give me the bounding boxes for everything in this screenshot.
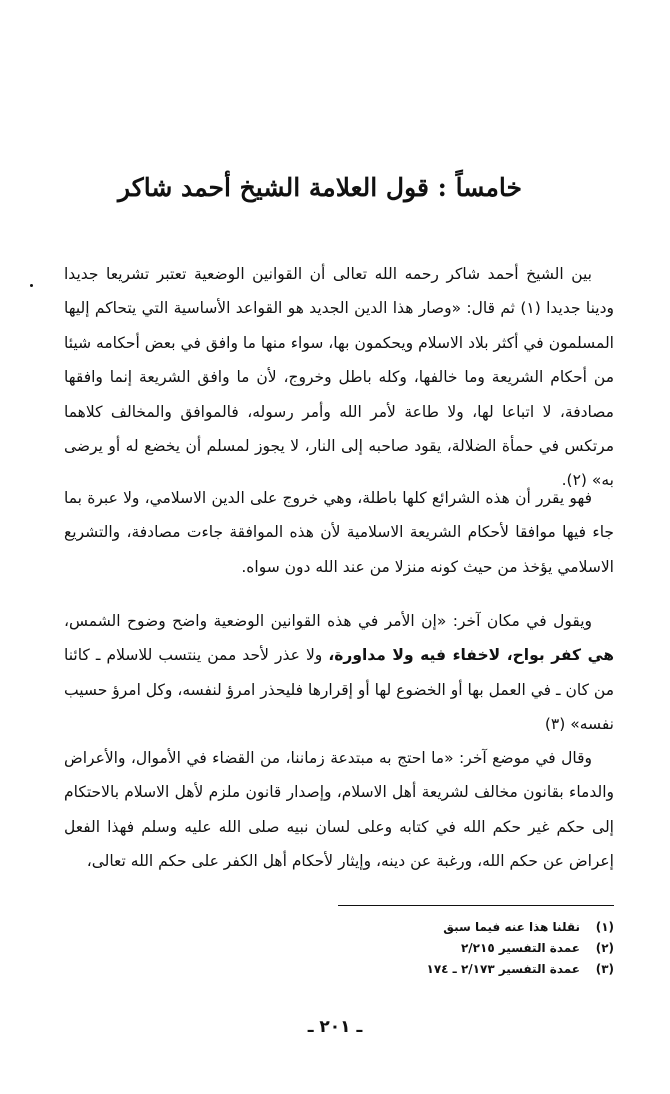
paragraph-3-text-b: ولا عذر لأحد ممن ينتسب للاسلام ـ كائنا من كان ـ في العمل بها أو الخضوع لها أو إقرارها فليحذر امرؤ لنفسه، وكل امرؤ حسيب نفسه» (٣) bbox=[64, 646, 614, 734]
footnote-3 bbox=[330, 959, 614, 980]
section-heading: خامساً : قول العلامة الشيخ أحمد شاكر bbox=[118, 173, 522, 202]
footnote-text: عمدة التفسير ٢/١٧٣ ـ ١٧٤ bbox=[426, 962, 580, 976]
footnote-number: (٢) bbox=[595, 941, 614, 955]
paragraph-3-bold-text: هي كفر بواح، لاخفاء فيه ولا مداورة، bbox=[328, 646, 614, 665]
page-number: ـ ٢٠١ ـ bbox=[307, 1017, 363, 1037]
footnote-divider bbox=[338, 905, 614, 906]
footnote-1 bbox=[330, 917, 614, 938]
paragraph-3 bbox=[64, 604, 614, 742]
footnote-number: (٣) bbox=[595, 962, 614, 976]
footnote-number: (١) bbox=[595, 920, 614, 934]
footnote-2 bbox=[330, 938, 614, 959]
footnote-text: نقلنا هذا عنه فيما سبق bbox=[443, 920, 580, 934]
paragraph-2: فهو يقرر أن هذه الشرائع كلها باطلة، وهي خروج على الدين الاسلامي، ولا عبرة بما جاء فيها موافقا لأحكام الشريعة الاسلامية لأن هذه الموافقة جاءت مصادفة، والتشريع الاسلامي يؤخذ من حيث كونه منزلا من عند الله دون سواه. bbox=[64, 489, 614, 576]
paragraph-3-text-a: ويقول في مكان آخر: «إن الأمر في هذه القوانين الوضعية واضح وضوح الشمس، bbox=[64, 612, 592, 630]
margin-mark bbox=[30, 284, 33, 287]
paragraph-1: بين الشيخ أحمد شاكر رحمه الله تعالى أن القوانين الوضعية تعتبر تشريعا جديدا ودينا جديدا (١) ثم قال: «وصار هذا الدين الجديد هو القواعد الأساسية التي يتحاكم إليها المسلمون في أكثر بلاد الاسلام ويحكمون بها، سواء منها ما وافق في بعض أحكامه شيئا من أحكام الشريعة وما خالفها، وكله باطل وخروج، لأن ما وافق الشريعة إنما وافقها مصادفة، لا اتباعا لها، ولا طاعة لأمر الله وأمر رسوله، فالموافق والمخالف كلاهما مرتكس في حمأة الضلالة، يقود صاحبه إلى النار، لا يجوز لمسلم أن يخضع له أو يرضى به» (٢). bbox=[64, 265, 614, 490]
footnote-text: عمدة التفسير ٢/٢١٥ bbox=[460, 941, 580, 955]
paragraph-4: وقال في موضع آخر: «ما احتج به مبتدعة زماننا، من القضاء في الأموال، والأعراض والدماء بقانون مخالف لشريعة أهل الاسلام، وإصدار قانون ملزم لأهل الاسلام بالاحتكام إلى حكم غير حكم الله في كتابه وعلى لسان نبيه صلى الله عليه وسلم فهذا الفعل إعراض عن حكم الله، ورغبة عن دينه، وإيثار لأحكام أهل الكفر على حكم الله تعالى، bbox=[64, 749, 614, 871]
